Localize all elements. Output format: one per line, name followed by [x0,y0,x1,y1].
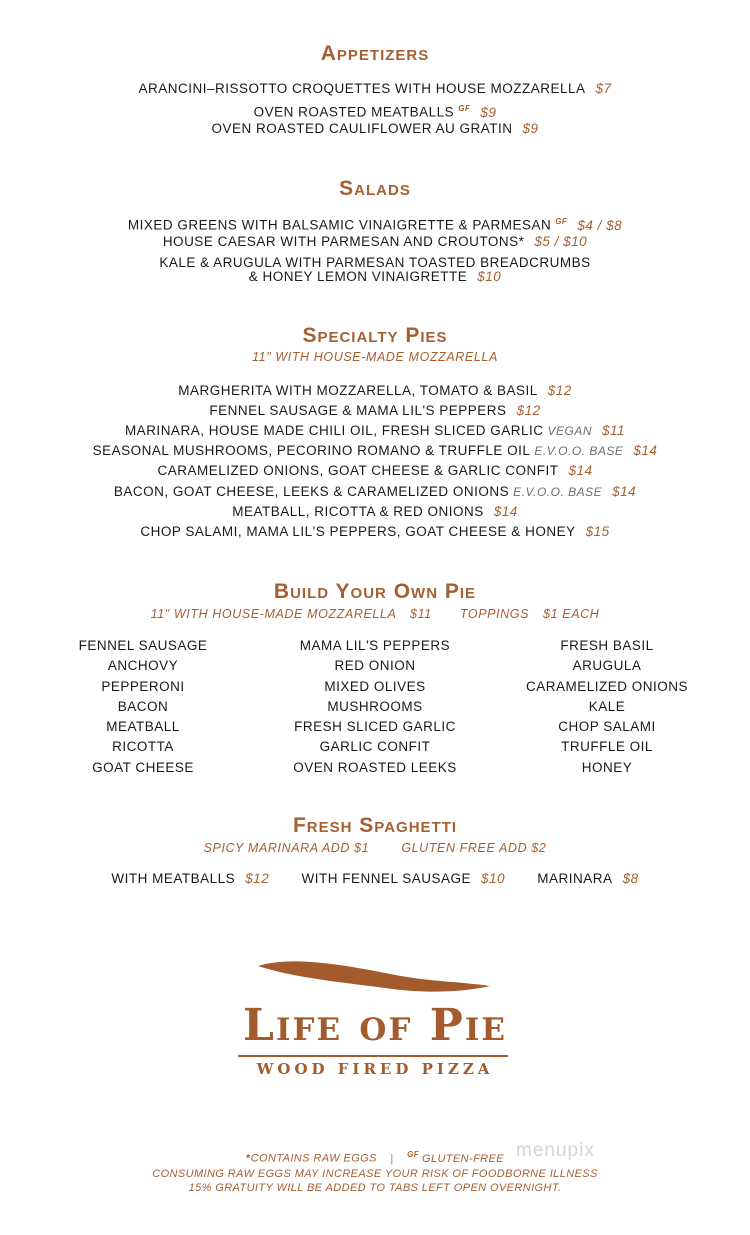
topping-item: MIXED OLIVES [324,678,426,694]
logo-wordmark: Life of Pie [243,1000,507,1051]
topping-item: MEATBALL [106,719,180,735]
item-name: MEATBALL, RICOTTA & RED ONIONS [232,504,484,519]
topping-item: PEPPERONI [101,678,185,694]
item-name: CHOP SALAMI, MAMA LIL'S PEPPERS, GOAT CHEESE & HONEY [140,524,576,539]
item-name: OVEN ROASTED CAULIFLOWER AU GRATIN [211,121,513,136]
item-note: VEGAN [547,424,593,438]
item-price: $8 [622,871,639,886]
topping-item: RICOTTA [112,739,174,755]
menu-item [0,213,750,235]
topping-item: FRESH BASIL [560,638,654,653]
item-price: $12 [245,871,270,886]
footer-warning: CONSUMING RAW EGGS MAY INCREASE YOUR RISK OF FOODBORNE ILLNESS [152,1168,598,1180]
item-name: & HONEY LEMON VINAIGRETTE [248,269,468,284]
menu-item [0,80,750,98]
spicy-marinara-option: SPICY MARINARA ADD $1 [203,841,370,855]
item-name: SEASONAL MUSHROOMS, PECORINO ROMANO & TRUFFLE OIL [92,443,531,458]
menu-item [111,871,269,886]
menu-item [0,462,750,480]
item-price: $14 [612,484,637,499]
menu-item [0,422,750,440]
byo-toppings-label: TOPPINGS [459,607,530,621]
topping-item: HONEY [581,759,633,775]
item-name: MARINARA [537,871,613,886]
item-name: BACON, GOAT CHEESE, LEEKS & CARAMELIZED ONIONS [113,484,510,499]
item-price: $9 [522,121,539,136]
toppings-column-3 [492,636,722,778]
specialty-pies-title: Specialty Pies [302,324,448,347]
spaghetti-items [0,871,750,886]
logo-divider [238,1055,508,1057]
topping-item: TRUFFLE OIL [561,739,653,755]
item-price: $14 [493,504,518,519]
item-note: E.V.O.O. BASE [513,485,603,499]
specialty-pies-subtitle: 11" WITH HOUSE-MADE MOZZARELLA [252,350,498,364]
appetizers-title: Appetizers [320,42,430,65]
menu-item [0,503,750,521]
toppings-column-1 [28,636,258,778]
salads-title: Salads [339,177,411,200]
fresh-spaghetti-title: Fresh Spaghetti [292,814,458,837]
build-your-own-title: Build Your Own Pie [273,580,477,603]
topping-item: OVEN ROASTED LEEKS [293,759,457,775]
item-name: OVEN ROASTED MEATBALLS [253,104,455,120]
item-name: MARGHERITA WITH MOZZARELLA, TOMATO & BASIL [178,383,538,398]
watermark-text: menupix [516,1140,595,1161]
menu-item [0,120,750,138]
item-price: $12 [516,403,541,418]
footer-legend [0,1150,750,1165]
topping-item: KALE [588,698,626,714]
item-price: $14 [568,463,593,478]
menu-item [0,402,750,420]
item-name: HOUSE CAESAR WITH PARMESAN AND CROUTONS* [162,234,525,249]
topping-item: ARUGULA [572,658,642,674]
topping-item: FRESH SLICED GARLIC [294,719,456,735]
spaghetti-options [0,841,750,855]
item-price: $14 [633,443,658,458]
gluten-free-badge: GF [458,104,471,113]
menu-item [0,523,750,541]
topping-item: CHOP SALAMI [558,719,656,735]
topping-item: ANCHOVY [107,658,179,674]
byo-base-price: $11 [410,607,432,621]
menu-item [0,442,750,460]
raw-egg-mark: * [245,1152,251,1165]
gluten-free-option: GLUTEN FREE ADD $2 [401,841,547,855]
item-name: MIXED GREENS WITH BALSAMIC VINAIGRETTE & PARMESAN [127,217,552,233]
gf-text: GLUTEN-FREE [421,1152,505,1165]
item-price: $11 [602,423,626,438]
item-price: $5 / $10 [534,234,588,249]
build-your-own-subtitle [0,607,750,621]
topping-item: CARAMELIZED ONIONS [525,678,689,694]
menu-item [537,871,638,886]
item-price: $7 [595,81,612,96]
item-name: FENNEL SAUSAGE & MAMA LIL'S PEPPERS [209,403,507,418]
gluten-free-badge: GF [555,217,568,226]
item-name: ARANCINI–RISSOTTO CROQUETTES WITH HOUSE MOZZARELLA [138,81,586,96]
menu-item [301,871,505,886]
footer-gratuity: 15% GRATUITY WILL BE ADDED TO TABS LEFT OPEN OVERNIGHT. [188,1182,562,1194]
item-note: E.V.O.O. BASE [534,444,624,458]
item-price: $12 [547,383,572,398]
topping-item: RED ONION [334,658,416,674]
item-name: MARINARA, HOUSE MADE CHILI OIL, FRESH SLICED GARLIC [124,423,544,438]
menu-item [0,483,750,501]
item-price: $9 [480,104,497,120]
logo-swoosh-icon [250,956,500,998]
topping-item: GARLIC CONFIT [319,739,431,755]
byo-toppings-price: $1 EACH [543,607,600,621]
menu-item [0,100,750,122]
menu-item [0,233,750,251]
logo-tagline: WOOD FIRED PIZZA [256,1060,494,1078]
item-name: WITH FENNEL SAUSAGE [301,871,471,886]
topping-item: FENNEL SAUSAGE [78,638,208,653]
topping-item: BACON [117,698,169,714]
toppings-column-2 [260,636,490,778]
item-name: KALE & ARUGULA WITH PARMESAN TOASTED BREADCRUMBS [159,255,591,270]
menu-item [0,382,750,400]
topping-item: MUSHROOMS [327,698,423,714]
item-name: WITH MEATBALLS [111,871,236,886]
item-price: $10 [481,871,506,886]
menu-item-continued [0,268,750,286]
topping-item: MAMA LIL'S PEPPERS [299,638,451,653]
item-price: $10 [477,269,502,284]
item-name: CARAMELIZED ONIONS, GOAT CHEESE & GARLIC CONFIT [157,463,559,478]
item-price: $4 / $8 [577,217,623,233]
topping-item: GOAT CHEESE [92,759,194,775]
raw-egg-text: CONTAINS RAW EGGS [250,1152,377,1165]
item-price: $15 [585,524,610,539]
byo-base-label: 11" WITH HOUSE-MADE MOZZARELLA [150,607,396,621]
gf-mark: GF [407,1150,419,1159]
legend-divider: | [390,1152,394,1165]
